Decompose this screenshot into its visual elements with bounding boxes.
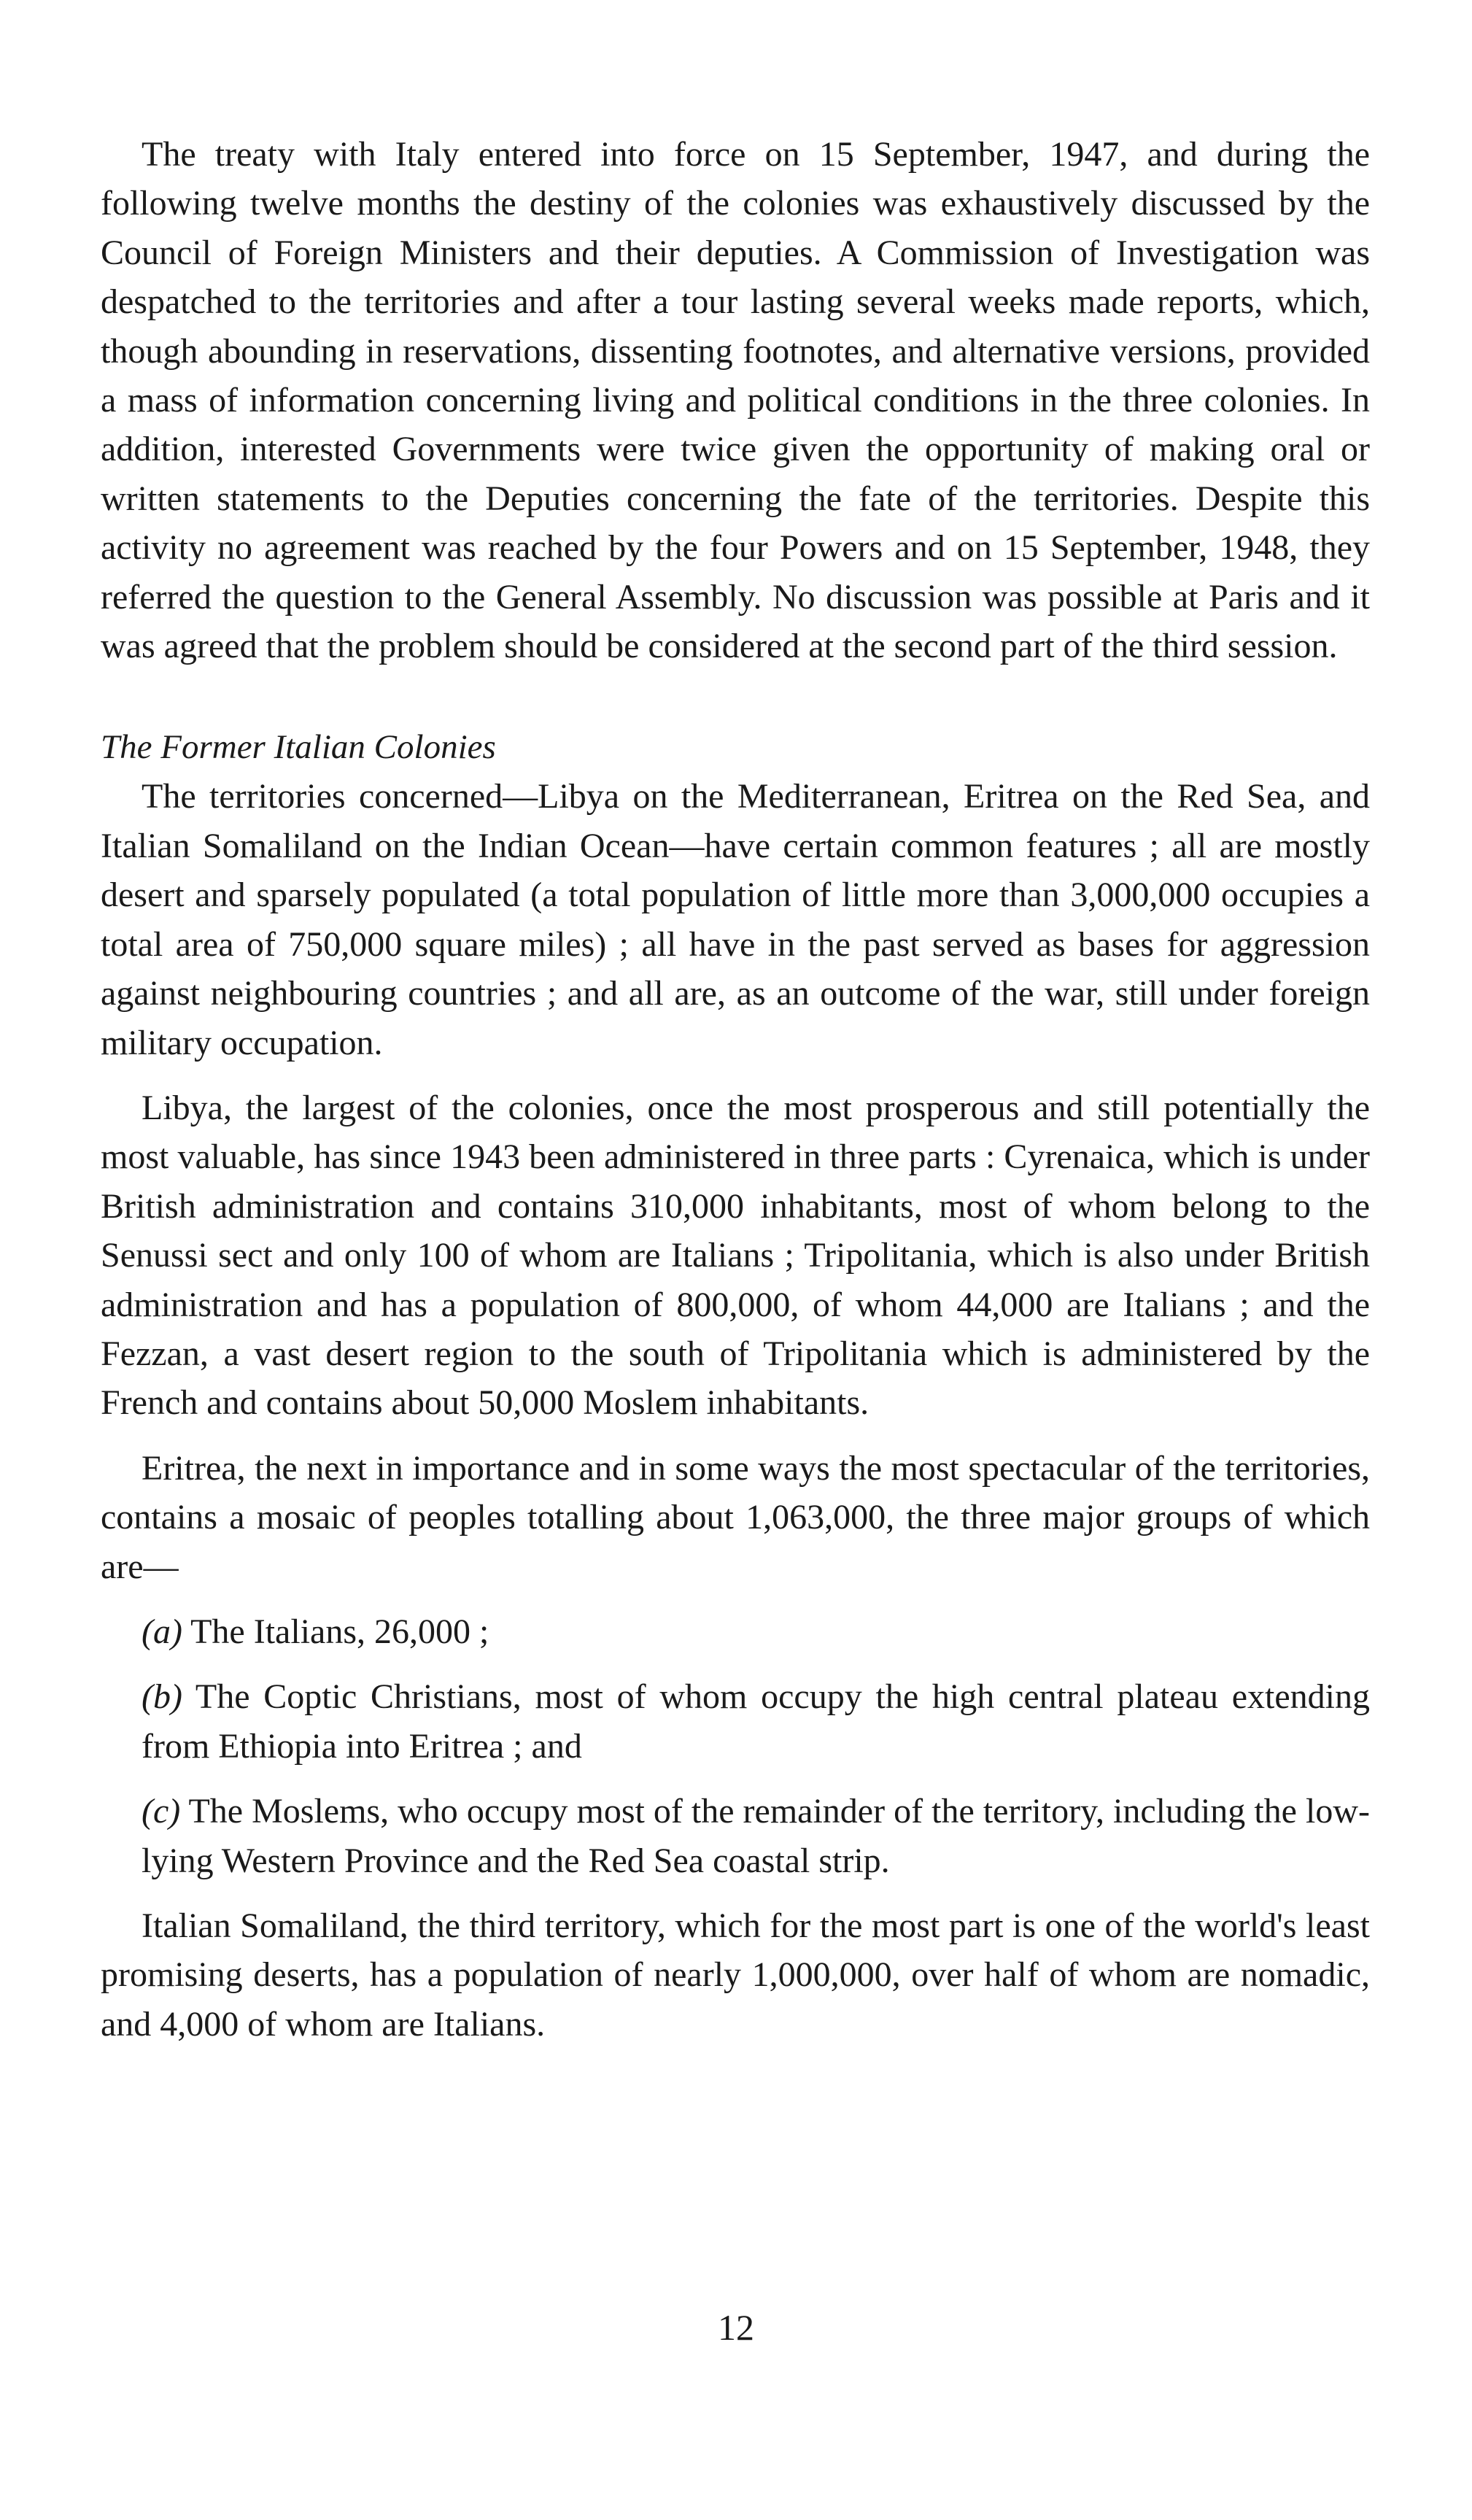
list-item-label: (c) — [142, 1792, 181, 1831]
list-item-label: (a) — [142, 1612, 182, 1651]
paragraph-somaliland: Italian Somaliland, the third territory, which for the most part is one of the world's least promising deserts, has a population of nearly 1,000,000, over half of whom are nomadic, and 4,000 of whom are Italians. — [101, 1906, 1370, 2044]
list-item — [101, 1787, 1370, 1885]
list-item — [101, 1672, 1370, 1771]
paragraph-libya: Libya, the largest of the colonies, once the most prosperous and still potentially the most valuable, has since 1943 been administered in three parts : Cyrenaica, which is under British administration and contains 310,000 inhabitants, most of whom belong to the Senussi sect and only 100 of whom are Italians ; Tripolitania, which is also under British administration and has a population of 800,000, of whom 44,000 are Italians ; and the Fezzan, a vast desert region to the south of Tripolitania which is administered by the French and contains about 50,000 Moslem inhabitants. — [101, 1088, 1370, 1423]
paragraph-treaty: The treaty with Italy entered into force on 15 September, 1947, and during the following twelve months the destiny of the colonies was exhaustively discussed by the Council of Foreign Ministers and their deputies. A Commission of Investigation was despatched to the territories and after a tour lasting several weeks made reports, which, though abounding in reservations, dissenting footnotes, and alternative versions, provided a mass of information concerning living and political conditions in the three colonies. In addition, interested Governments were twice given the opportunity of making oral or written statements to the Deputies concerning the fate of the territories. Despite this activity no agreement was reached by the four Powers and on 15 September, 1948, they referred the question to the General Assembly. No discussion was possible at Paris and it was agreed that the problem should be considered at the second part of the third session. — [101, 135, 1370, 666]
list-item — [101, 1607, 1370, 1656]
paragraph-territories: The territories concerned—Libya on the Mediterranean, Eritrea on the Red Sea, and Italian Somaliland on the Indian Ocean—have certain common features ; all are mostly desert and sparsely populated (a total population of little more than 3,000,000 occupies a total area of 750,000 square miles) ; all have in the past served as bases for aggression against neighbouring countries ; and all are, as an outcome of the war, still under foreign military occupation. — [101, 777, 1370, 1062]
list-item-label: (b) — [142, 1677, 182, 1717]
page-body — [101, 130, 1370, 2049]
page-number: 12 — [718, 2307, 754, 2348]
list-item-text: The Italians, 26,000 ; — [182, 1612, 489, 1651]
section-heading: The Former Italian Colonies — [101, 728, 496, 767]
paragraph-eritrea: Eritrea, the next in importance and in some ways the most spectacular of the territories, contains a mosaic of peoples totalling about 1,063,000, the three major groups of which are— — [101, 1448, 1370, 1586]
list-item-text: The Moslems, who occupy most of the remainder of the territory, including the low-lying Western Province and the Red Sea coastal strip. — [142, 1792, 1370, 1880]
list-item-text: The Coptic Christians, most of whom occupy the high central plateau extending from Ethiopia into Eritrea ; and — [142, 1677, 1370, 1766]
